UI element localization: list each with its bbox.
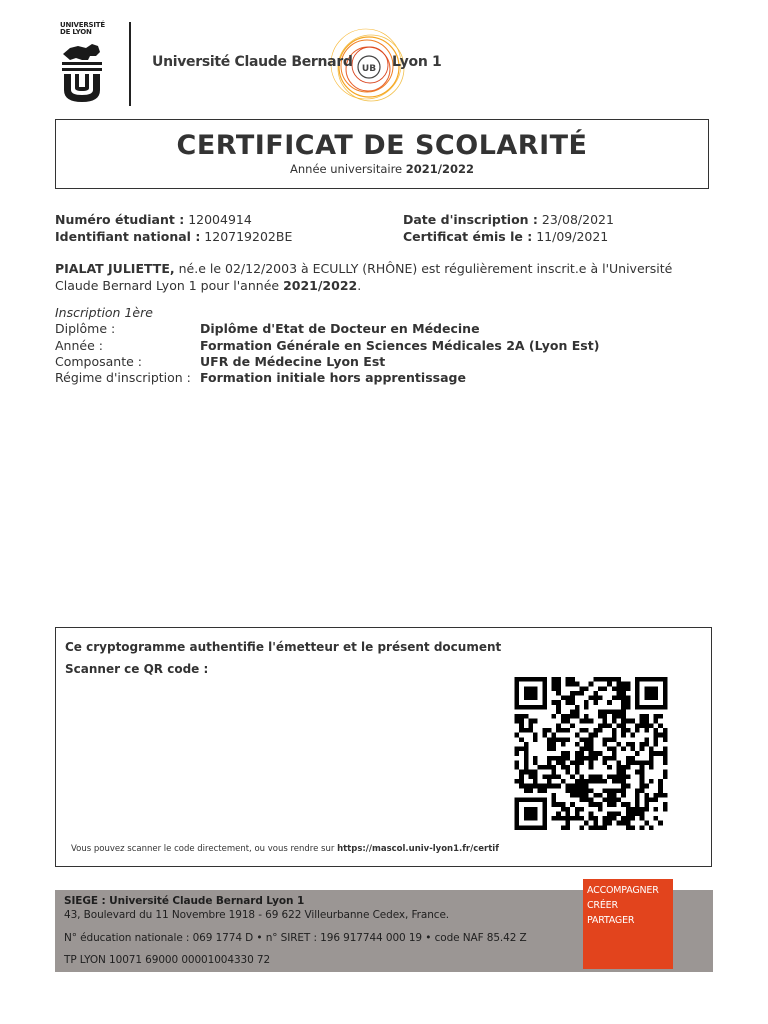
component-value: UFR de Médecine Lyon Est xyxy=(200,354,386,369)
ucbl-lyon: Lyon 1 xyxy=(392,54,442,70)
inscription-date-value: 23/08/2021 xyxy=(541,212,614,227)
student-number-label: Numéro étudiant : xyxy=(55,212,185,227)
lion-emblem-icon xyxy=(60,36,104,106)
student-number-value: 12004914 xyxy=(188,212,252,227)
cryptogram-statement: Ce cryptogramme authentifie l'émetteur et le présent document xyxy=(65,640,502,654)
universite-de-lyon-logo xyxy=(60,22,104,106)
udl-logo-text-line2: DE LYON xyxy=(60,28,92,36)
statement-end: . xyxy=(357,278,362,293)
student-number xyxy=(55,212,252,227)
national-id-label: Identifiant national : xyxy=(55,229,201,244)
slogan-badge xyxy=(583,879,673,969)
academic-year-label: Année universitaire xyxy=(290,162,403,176)
national-id-value: 120719202BE xyxy=(204,229,293,244)
footer-bank: TP LYON 10071 69000 00001004330 72 xyxy=(64,954,271,966)
scan-instruction: Scanner ce QR code : xyxy=(65,662,209,676)
diploma-value: Diplôme d'Etat de Docteur en Médecine xyxy=(200,321,480,336)
certificate-issued-date xyxy=(403,229,608,244)
header-divider xyxy=(129,22,131,106)
enrolment-statement xyxy=(55,260,685,294)
verification-note xyxy=(71,844,499,854)
academic-year-value: 2021/2022 xyxy=(405,162,474,176)
inscription-date-label: Date d'inscription : xyxy=(403,212,538,227)
verification-note-text: Vous pouvez scanner le code directement, ou vous rendre sur xyxy=(71,844,335,854)
student-name: PIALAT JULIETTE, xyxy=(55,261,175,276)
diploma-label: Diplôme : xyxy=(55,321,116,336)
statement-year: 2021/2022 xyxy=(283,278,358,293)
year-value: Formation Générale en Sciences Médicales 2A (Lyon Est) xyxy=(200,338,600,353)
certificate-issued-value: 11/09/2021 xyxy=(536,229,609,244)
certificate-issued-label: Certificat émis le : xyxy=(403,229,533,244)
regime-label: Régime d'inscription : xyxy=(55,370,191,385)
footer-siege-label: SIEGE : Université Claude Bernard Lyon 1 xyxy=(64,895,305,907)
inscription-heading: Inscription 1ère xyxy=(55,305,153,320)
national-id xyxy=(55,229,292,244)
footer-siege xyxy=(64,895,304,907)
qr-code[interactable] xyxy=(511,677,671,830)
badge-line-3: PARTAGER xyxy=(587,915,635,926)
statement-text: né.e le 02/12/2003 à ECULLY (RHÔNE) est régulièrement inscrit.e à l'Université Claude Bernard Lyon 1 pour l'année xyxy=(55,261,673,293)
page-title: CERTIFICAT DE SCOLARITÉ xyxy=(176,130,588,161)
title-box xyxy=(55,119,709,189)
component-label: Composante : xyxy=(55,354,143,369)
footer-ids: N° éducation nationale : 069 1774 D • n° SIRET : 196 917744 000 19 • code NAF 85.42 Z xyxy=(64,932,527,944)
badge-line-2: CRÉER xyxy=(587,900,618,911)
ucbl-emblem-text: UB xyxy=(361,64,377,74)
academic-year xyxy=(56,162,708,176)
badge-line-1: ACCOMPAGNER xyxy=(587,885,659,896)
udl-logo-text-line1: UNIVERSITÉ xyxy=(60,21,105,29)
ucbl-name: Université Claude Bernard xyxy=(152,54,353,70)
regime-value: Formation initiale hors apprentissage xyxy=(200,370,466,385)
year-label: Année : xyxy=(55,338,103,353)
verification-url-link[interactable]: https://mascol.univ-lyon1.fr/certif xyxy=(337,844,499,854)
inscription-date xyxy=(403,212,614,227)
footer-address: 43, Boulevard du 11 Novembre 1918 - 69 622 Villeurbanne Cedex, France. xyxy=(64,909,450,921)
